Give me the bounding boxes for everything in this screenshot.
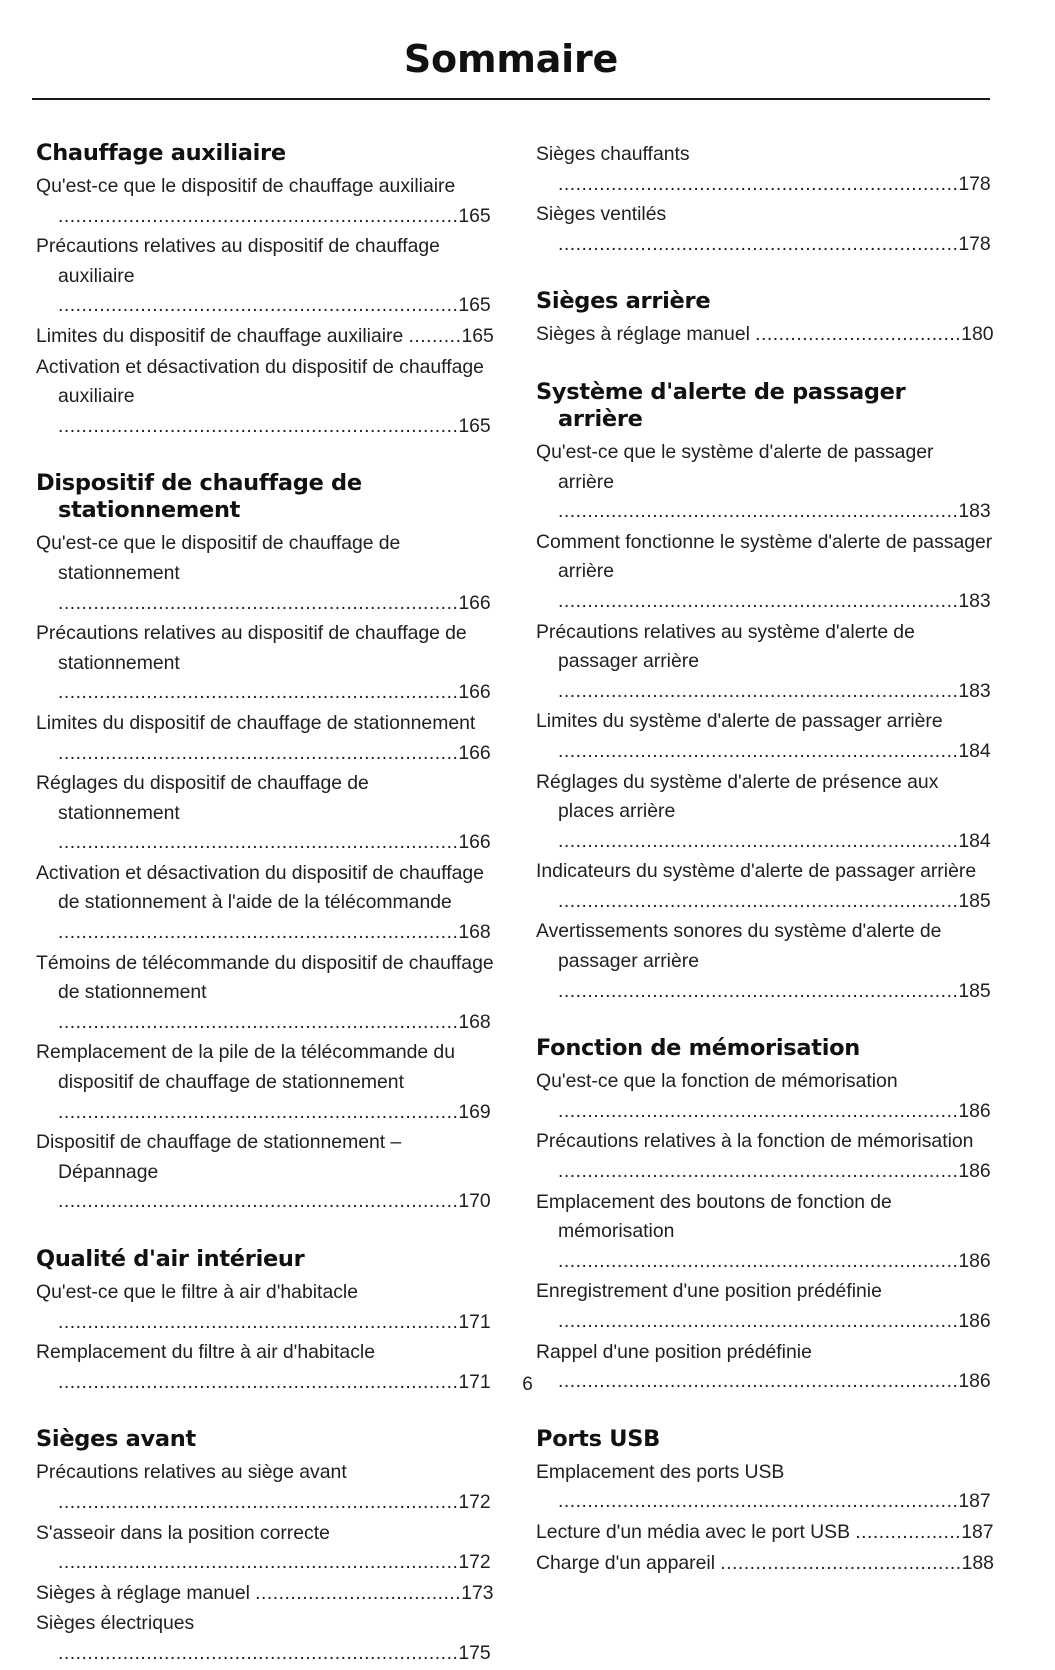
toc-leader-dots: .................................................................... (558, 679, 959, 702)
toc-entry-label: Précautions relatives au siège avant (36, 1461, 347, 1484)
toc-section (36, 140, 494, 441)
toc-column-right (536, 140, 994, 1670)
toc-leader-dots: .................................................................... (558, 589, 959, 612)
toc-entry-page: 165 (461, 324, 494, 347)
toc-leader-dots: .................................................................... (58, 921, 459, 944)
toc-entry-label: Précautions relatives à la fonction de mémorisation (536, 1130, 974, 1153)
toc-entry[interactable] (536, 528, 994, 617)
toc-entry-label: Précautions relatives au système d'alerte de passager arrière (536, 620, 915, 673)
page-title: Sommaire (403, 37, 619, 81)
toc-entry-label: Activation et désactivation du dispositif de chauffage de stationnement à l'aide de la télécommande (36, 861, 484, 914)
toc-entry-label: Remplacement du filtre à air d'habitacle (36, 1341, 375, 1364)
toc-entry-label: Remplacement de la pile de la télécommande du dispositif de chauffage de stationnement (36, 1041, 455, 1094)
toc-entry-page: 184 (958, 739, 991, 762)
toc-entry-label: Qu'est-ce que le dispositif de chauffage auxiliaire (36, 175, 456, 197)
toc-entry-page: 165 (458, 414, 491, 437)
toc-entry-page: 171 (458, 1310, 491, 1333)
toc-leader-dots: ................................... (255, 1581, 462, 1604)
toc-leader-dots: .................................................................... (58, 414, 459, 437)
toc-leader-dots: .................................................................... (558, 1099, 959, 1122)
toc-entry-page: 170 (458, 1190, 491, 1213)
toc-entry-label: Lecture d'un média avec le port USB (536, 1520, 851, 1543)
toc-entry[interactable] (536, 857, 994, 916)
toc-leader-dots: .................................................................... (58, 1190, 459, 1213)
toc-entry-label: Indicateurs du système d'alerte de passager arrière (536, 860, 977, 883)
page-number: 6 (522, 1374, 533, 1395)
toc-entry-page: 178 (958, 172, 991, 195)
toc-entry-page: 169 (458, 1100, 491, 1123)
section-heading: Chauffage auxiliaire (36, 140, 286, 166)
toc-entry-label: Enregistrement d'une position prédéfinie (536, 1280, 882, 1303)
toc-entry[interactable] (536, 320, 994, 350)
toc-leader-dots: .................................................................... (558, 500, 959, 523)
toc-entry[interactable] (536, 1277, 994, 1336)
toc-entry-label: Témoins de télécommande du dispositif de chauffage de stationnement (36, 951, 494, 1004)
toc-entry-label: Sièges à réglage manuel (36, 1581, 250, 1604)
toc-entry-label: Dispositif de chauffage de stationnement – Dépannage (36, 1131, 402, 1183)
toc-entry-label: Sièges électriques (36, 1612, 195, 1635)
toc-entry-page: 186 (958, 1160, 991, 1183)
toc-entry-page: 183 (958, 500, 991, 523)
toc-entry[interactable] (536, 1067, 994, 1126)
toc-leader-dots: ................................... (755, 323, 962, 346)
section-heading: Ports USB (536, 1425, 660, 1452)
toc-entry-page: 166 (458, 831, 491, 854)
toc-leader-dots: .................................................................... (58, 1100, 459, 1123)
toc-entry[interactable] (36, 232, 494, 321)
toc-leader-dots: .................................................................... (558, 979, 959, 1002)
toc-entry-page: 186 (958, 1099, 991, 1122)
toc-section (536, 379, 994, 1006)
toc-section (36, 470, 494, 1217)
toc-entry-label: Qu'est-ce que la fonction de mémorisation (536, 1070, 898, 1093)
toc-entry-page: 184 (958, 829, 991, 852)
toc-entry-page: 168 (458, 921, 491, 944)
toc-entry-label: Limites du dispositif de chauffage de stationnement (36, 711, 476, 734)
toc-entry-label: Limites du système d'alerte de passager arrière (536, 710, 943, 733)
toc-entry-label: Activation et désactivation du dispositif de chauffage auxiliaire (36, 355, 484, 408)
toc-leader-dots: ......................................... (720, 1551, 962, 1574)
toc-entry[interactable] (536, 707, 994, 766)
toc-leader-dots: .................................................................... (558, 889, 959, 912)
toc-entry-page: 186 (958, 1310, 991, 1332)
toc-section (536, 288, 994, 350)
toc-entry[interactable] (536, 438, 994, 527)
header-divider (32, 98, 990, 100)
toc-leader-dots: .................................................................... (58, 831, 459, 854)
toc-entry[interactable] (36, 1579, 494, 1609)
toc-entry[interactable] (36, 619, 494, 708)
toc-leader-dots: .................................................................... (58, 591, 459, 614)
toc-leader-dots: ......... (408, 324, 462, 347)
toc-entry[interactable] (36, 859, 494, 948)
toc-entry[interactable] (536, 618, 994, 707)
toc-entry-page: 188 (961, 1551, 994, 1574)
toc-entry-label: Emplacement des ports USB (536, 1460, 785, 1483)
toc-entry-label: Charge d'un appareil (536, 1551, 716, 1574)
toc-entry-page: 187 (961, 1520, 994, 1543)
toc-entry-page: 172 (458, 1490, 491, 1513)
toc-leader-dots: .................................................................... (558, 1249, 959, 1272)
toc-leader-dots: .................. (855, 1520, 962, 1543)
toc-entry[interactable] (536, 140, 994, 199)
toc-entry-page: 172 (458, 1551, 491, 1574)
toc-entry[interactable] (36, 322, 494, 352)
section-heading: Sièges arrière (536, 288, 711, 315)
toc-section (536, 1426, 994, 1578)
toc-leader-dots: .................................................................... (58, 1370, 459, 1393)
toc-leader-dots: .................................................................... (558, 172, 959, 195)
toc-entry[interactable] (536, 1458, 994, 1517)
toc-leader-dots: .................................................................... (58, 294, 459, 317)
toc-entry[interactable] (36, 529, 494, 618)
toc-entry[interactable] (36, 1609, 494, 1668)
toc-entry-page: 180 (961, 323, 994, 346)
section-heading: Fonction de mémorisation (536, 1035, 860, 1062)
toc-leader-dots: .................................................................... (558, 829, 959, 852)
toc-entry-page: 171 (458, 1370, 491, 1393)
toc-entry[interactable] (536, 200, 994, 259)
toc-leader-dots: .................................................................... (558, 739, 959, 762)
toc-entry[interactable] (36, 1519, 494, 1578)
section-heading: Sièges avant (36, 1426, 196, 1453)
toc-leader-dots: .................................................................... (558, 1490, 959, 1513)
toc-entry[interactable] (536, 768, 994, 857)
toc-section (536, 140, 994, 259)
toc-leader-dots: .................................................................... (58, 1490, 459, 1513)
toc-entry[interactable] (36, 1458, 494, 1517)
toc-entry-page: 166 (458, 741, 491, 764)
toc-columns (36, 140, 994, 1670)
toc-entry-label: Qu'est-ce que le système d'alerte de passager arrière (536, 440, 934, 493)
toc-leader-dots: .................................................................... (58, 1310, 459, 1333)
section-heading: Qualité d'air intérieur (36, 1246, 305, 1272)
toc-entry-page: 175 (458, 1641, 491, 1664)
toc-leader-dots: .................................................................... (558, 1310, 959, 1332)
toc-entry-label: Réglages du système d'alerte de présence aux places arrière (536, 770, 939, 823)
toc-entry-label: Limites du dispositif de chauffage auxiliaire (36, 324, 404, 347)
toc-entry-page: 168 (458, 1010, 491, 1033)
toc-entry[interactable] (36, 1038, 494, 1127)
toc-entry-label: Emplacement des boutons de fonction de mémorisation (536, 1190, 892, 1243)
toc-entry-label: Précautions relatives au dispositif de chauffage auxiliaire (36, 235, 440, 287)
toc-entry[interactable] (536, 917, 994, 1006)
toc-leader-dots: .................................................................... (58, 1010, 459, 1033)
section-heading: Système d'alerte de passager arrière (536, 378, 906, 432)
toc-entry-label: Qu'est-ce que le dispositif de chauffage de stationnement (36, 532, 401, 584)
toc-entry[interactable] (36, 172, 494, 231)
toc-entry-label: Sièges chauffants (536, 143, 690, 165)
toc-entry-page: 185 (958, 889, 991, 912)
toc-leader-dots: .................................................................... (558, 1370, 959, 1393)
toc-entry-page: 166 (458, 591, 491, 614)
toc-entry-page: 178 (958, 232, 991, 255)
toc-entry-page: 186 (958, 1370, 991, 1393)
toc-leader-dots: .................................................................... (58, 681, 459, 704)
toc-leader-dots: .................................................................... (58, 1641, 459, 1664)
toc-leader-dots: .................................................................... (58, 204, 459, 227)
toc-entry-label: Qu'est-ce que le filtre à air d'habitacle (36, 1281, 359, 1303)
toc-entry-page: 185 (958, 979, 991, 1002)
toc-leader-dots: .................................................................... (58, 1551, 459, 1574)
toc-entry[interactable] (36, 769, 494, 858)
toc-entry-page: 186 (958, 1249, 991, 1272)
toc-section (536, 1035, 994, 1397)
toc-section (36, 1426, 494, 1668)
toc-entry-page: 187 (958, 1490, 991, 1513)
toc-entry[interactable] (36, 353, 494, 442)
toc-entry-page: 183 (958, 679, 991, 702)
toc-entry[interactable] (536, 1549, 994, 1579)
toc-entry-label: S'asseoir dans la position correcte (36, 1521, 330, 1544)
toc-entry[interactable] (36, 1128, 494, 1217)
toc-entry-label: Sièges ventilés (536, 203, 667, 226)
toc-entry-page: 166 (458, 681, 491, 704)
toc-leader-dots: .................................................................... (58, 741, 459, 764)
toc-entry-label: Sièges à réglage manuel (536, 323, 750, 346)
toc-entry-page: 165 (458, 204, 491, 227)
toc-entry-page: 173 (461, 1581, 494, 1604)
toc-entry-label: Comment fonctionne le système d'alerte de passager arrière (536, 530, 993, 583)
toc-entry-page: 165 (458, 294, 491, 317)
toc-leader-dots: .................................................................... (558, 1160, 959, 1183)
section-heading: Dispositif de chauffage de stationnement (36, 470, 362, 524)
toc-entry[interactable] (36, 1278, 494, 1337)
toc-entry[interactable] (536, 1127, 994, 1186)
toc-column-left (36, 140, 494, 1670)
toc-entry[interactable] (36, 709, 494, 768)
toc-entry-label: Réglages du dispositif de chauffage de stationnement (36, 772, 369, 824)
toc-entry-page: 183 (958, 589, 991, 612)
toc-entry-label: Avertissements sonores du système d'alerte de passager arrière (536, 920, 942, 973)
toc-entry[interactable] (536, 1518, 994, 1548)
toc-entry-label: Précautions relatives au dispositif de chauffage de stationnement (36, 622, 467, 674)
toc-entry-label: Rappel d'une position prédéfinie (536, 1340, 812, 1363)
toc-entry[interactable] (536, 1188, 994, 1277)
toc-leader-dots: .................................................................... (558, 232, 959, 255)
toc-entry[interactable] (36, 949, 494, 1038)
